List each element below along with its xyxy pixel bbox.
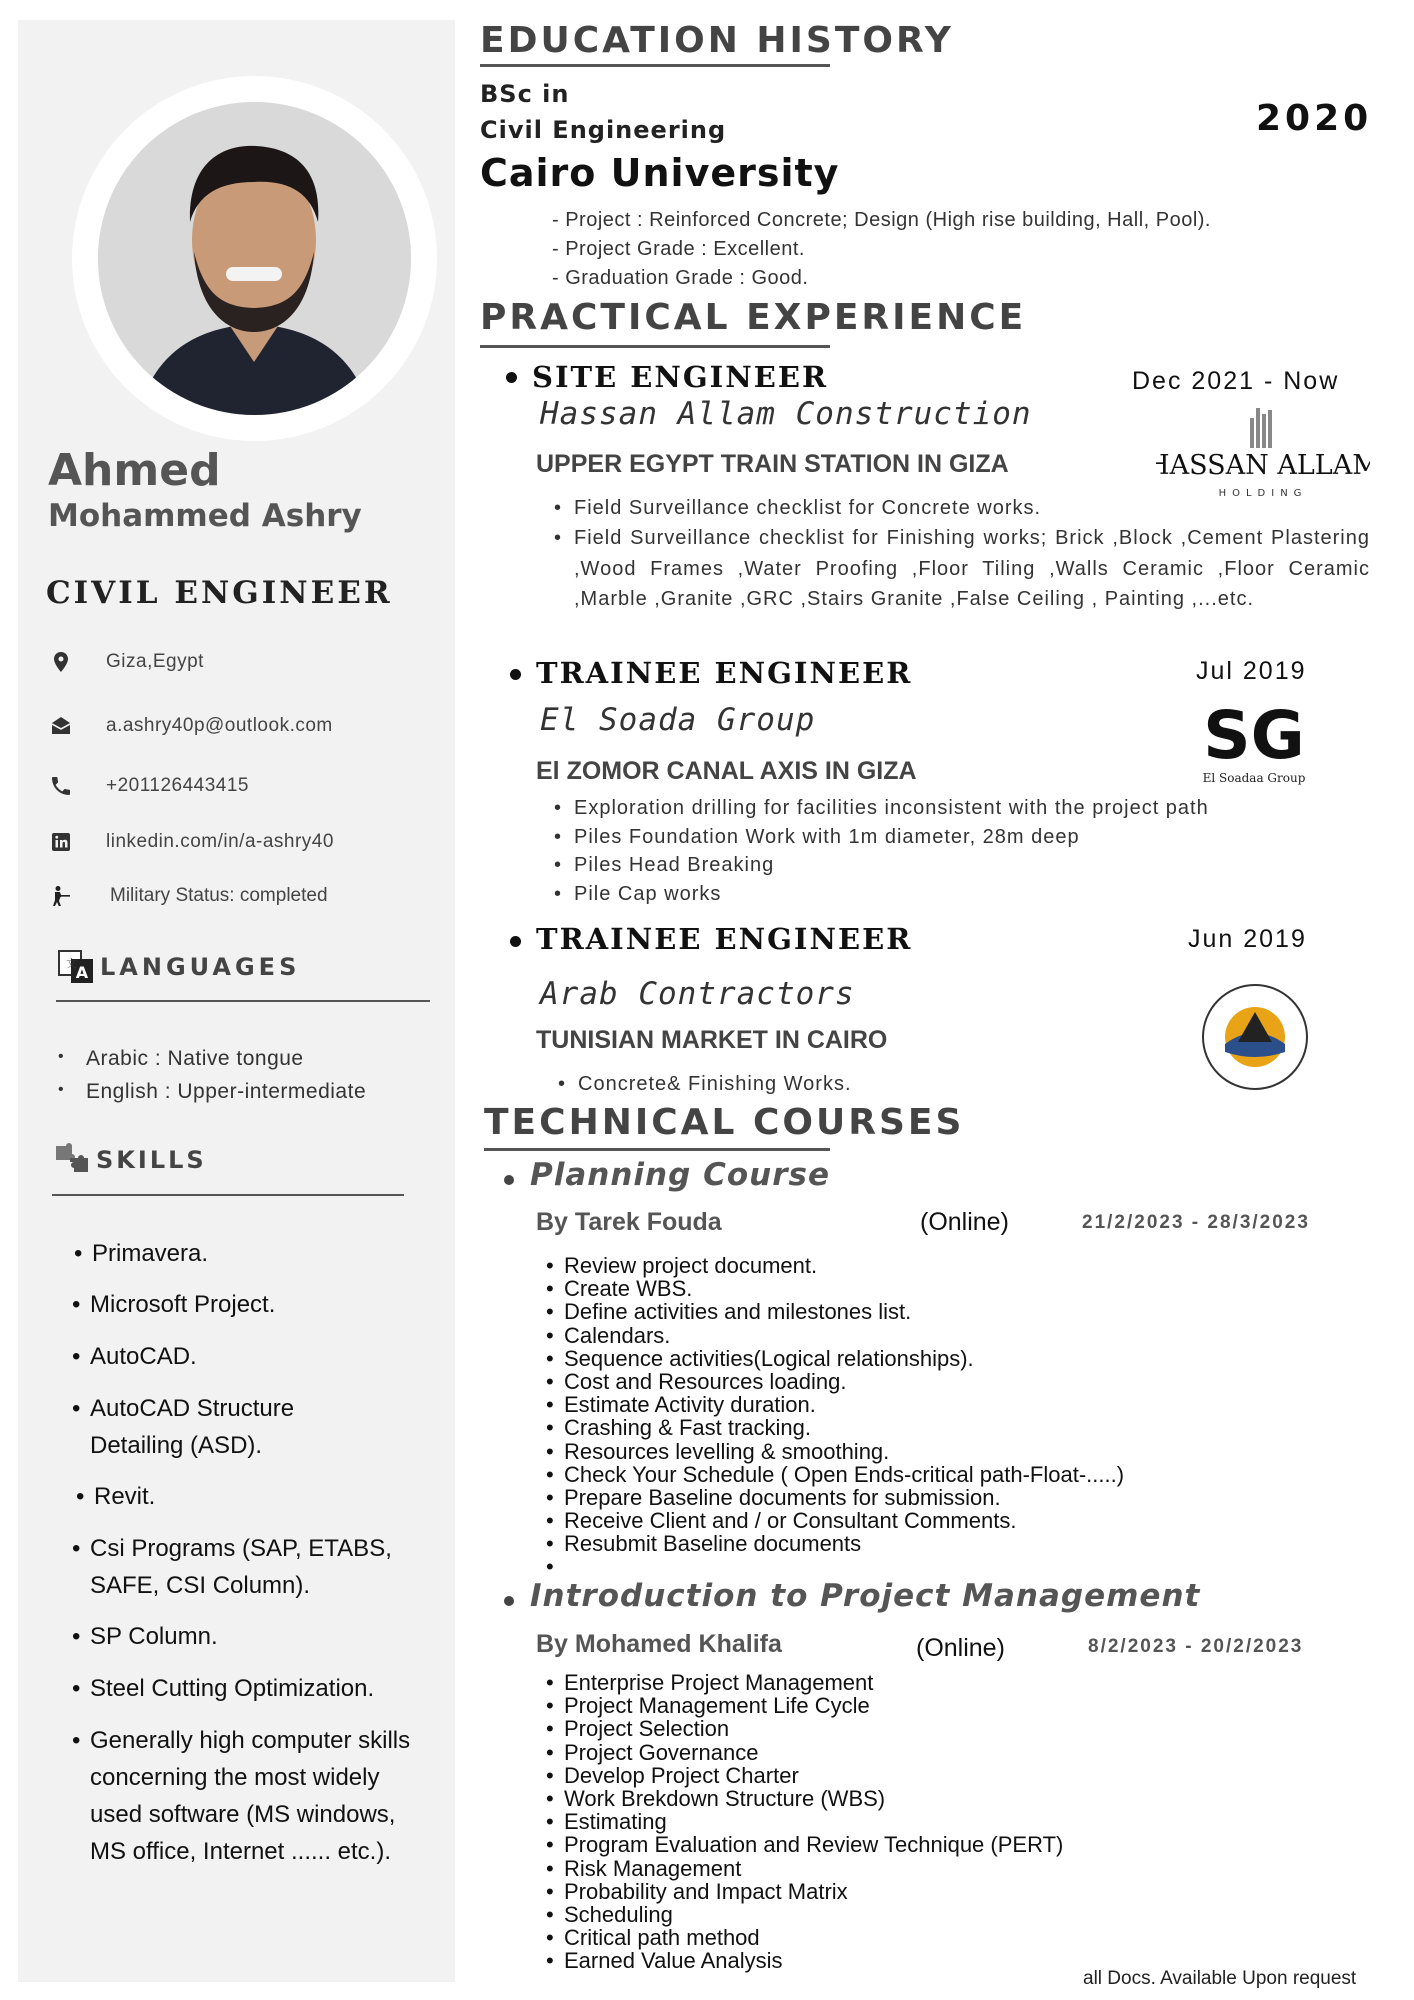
course-topics	[546, 1671, 1063, 1972]
skill-item: • AutoCAD.	[72, 1338, 442, 1375]
hassan-allam-logo	[1156, 408, 1370, 500]
languages-heading-text: LANGUAGES	[100, 953, 301, 981]
name-first: Ahmed	[48, 445, 221, 496]
job-tasks	[558, 1070, 852, 1098]
language-item: • Arabic : Native tongue	[58, 1047, 366, 1080]
course-topic: • Work Brekdown Structure (WBS)	[546, 1787, 1063, 1810]
courses-heading: TECHNICAL COURSES	[484, 1102, 965, 1143]
course-topic: • Project Governance	[546, 1741, 1063, 1764]
skill-item: • Csi Programs (SAP, ETABS, SAFE, CSI Column).	[72, 1530, 447, 1604]
course-topic: • Risk Management	[546, 1857, 1063, 1880]
job-title: CIVIL ENGINEER	[46, 575, 393, 611]
course-mode: (Online)	[916, 1634, 1005, 1662]
location-text: Giza,Egypt	[106, 651, 204, 672]
job-role: TRAINEE ENGINEER	[536, 656, 913, 690]
arab-contractors-logo	[1200, 982, 1310, 1092]
course-topic: • Crashing & Fast tracking.	[546, 1416, 1124, 1439]
course-mode: (Online)	[920, 1208, 1009, 1236]
el-soada-logo	[1196, 700, 1316, 790]
profile-photo	[98, 102, 411, 415]
translate-icon	[56, 947, 96, 987]
job-company: Hassan Allam Construction	[540, 396, 1032, 432]
course-topic: • Sequence activities(Logical relationships).	[546, 1347, 1124, 1370]
contact-email	[46, 710, 446, 742]
graduation-year: 2020	[1256, 98, 1373, 139]
skill-item: • SP Column.	[72, 1618, 442, 1655]
job-company: Arab Contractors	[540, 976, 855, 1012]
el-soada-logo-sub: El Soadaa Group	[1202, 771, 1306, 785]
contact-linkedin	[46, 826, 446, 858]
envelope-icon	[46, 711, 76, 741]
job-task: • Piles Foundation Work with 1m diameter, 28m deep	[554, 823, 1209, 852]
skill-item: • Generally high computer skills concerning the most widely used software (MS windows, MS office, Internet ...... etc.).	[72, 1722, 417, 1870]
university: Cairo University	[480, 151, 840, 195]
course-topic: • Prepare Baseline documents for submission.	[546, 1486, 1124, 1509]
skill-item: • Revit.	[76, 1478, 446, 1515]
course-topic: • Resources levelling & smoothing.	[546, 1440, 1124, 1463]
job-bullet	[510, 669, 521, 680]
job-tasks	[554, 794, 1209, 908]
sidebar	[18, 20, 455, 1982]
course-topic: • Develop Project Charter	[546, 1764, 1063, 1787]
experience-divider	[480, 345, 830, 348]
skills-divider	[52, 1194, 404, 1196]
course-topic: • Probability and Impact Matrix	[546, 1880, 1063, 1903]
military-text: Military Status: completed	[110, 885, 328, 906]
course-dates: 8/2/2023 - 20/2/2023	[1088, 1636, 1304, 1657]
course-topic: • Estimate Activity duration.	[546, 1393, 1124, 1416]
soldier-icon	[46, 881, 76, 911]
linkedin-link[interactable]: linkedin.com/in/a-ashry40	[106, 831, 334, 852]
course-topic: • Receive Client and / or Consultant Comments.	[546, 1509, 1124, 1532]
job-date: Jul 2019	[1196, 657, 1307, 685]
course-title: Introduction to Project Management	[530, 1578, 1201, 1614]
course-topic	[546, 1555, 1124, 1578]
education-divider	[480, 64, 830, 67]
course-topic: • Calendars.	[546, 1324, 1124, 1347]
svg-text:文: 文	[66, 957, 77, 970]
courses-divider	[484, 1148, 830, 1151]
job-task: • Exploration drilling for facilities inconsistent with the project path	[554, 794, 1209, 823]
course-dates: 21/2/2023 - 28/3/2023	[1082, 1212, 1310, 1233]
job-tasks	[554, 493, 1370, 615]
course-topic: • Define activities and milestones list.	[546, 1300, 1124, 1323]
education-heading: EDUCATION HISTORY	[480, 20, 954, 61]
education-note: - Graduation Grade : Good.	[552, 267, 809, 289]
course-topic: • Scheduling	[546, 1903, 1063, 1926]
svg-text:A: A	[75, 963, 89, 982]
languages-list	[58, 1047, 366, 1113]
job-role: SITE ENGINEER	[532, 360, 829, 394]
course-topic: • Critical path method	[546, 1926, 1063, 1949]
education-note: - Project Grade : Excellent.	[552, 238, 805, 260]
linkedin-icon	[46, 827, 76, 857]
el-soada-logo-text: SG	[1203, 700, 1305, 774]
location-pin-icon	[46, 647, 76, 677]
course-topic: • Review project document.	[546, 1254, 1124, 1277]
phone-icon	[46, 771, 76, 801]
contact-phone	[46, 770, 446, 802]
languages-heading	[56, 947, 300, 987]
footer-note: all Docs. Available Upon request	[1083, 1968, 1357, 1989]
contact-location	[46, 646, 446, 678]
language-item: • English : Upper-intermediate	[58, 1080, 366, 1113]
course-topics	[546, 1254, 1124, 1579]
course-topic: • Cost and Resources loading.	[546, 1370, 1124, 1393]
course-instructor: By Mohamed Khalifa	[536, 1630, 782, 1658]
course-instructor: By Tarek Fouda	[536, 1208, 722, 1236]
job-bullet	[510, 936, 521, 947]
job-project: El ZOMOR CANAL AXIS IN GIZA	[536, 757, 917, 785]
job-task: • Field Surveillance checklist for Concrete works.	[554, 493, 1370, 523]
education-note: - Project : Reinforced Concrete; Design (High rise building, Hall, Pool).	[552, 209, 1211, 231]
email-link[interactable]: a.ashry40p@outlook.com	[106, 715, 333, 736]
course-topic: • Enterprise Project Management	[546, 1671, 1063, 1694]
course-bullet	[504, 1596, 514, 1606]
job-project: UPPER EGYPT TRAIN STATION IN GIZA	[536, 450, 1009, 478]
skills-heading	[52, 1140, 207, 1180]
job-bullet	[506, 372, 517, 383]
job-task: • Pile Cap works	[554, 880, 1209, 909]
job-task: • Field Surveillance checklist for Finishing works; Brick ,Block ,Cement Plastering ,Wood Frames ,Water Proofing ,Floor Tiling ,Walls Ceramic ,Floor Ceramic ,Marble ,Granite ,GRC ,Stairs Granite ,False Ceiling , Painting ,...etc.	[554, 523, 1370, 615]
degree	[480, 76, 726, 148]
job-company: El Soada Group	[540, 702, 816, 738]
job-task: • Concrete& Finishing Works.	[558, 1070, 852, 1098]
skill-item: • Primavera.	[74, 1235, 444, 1272]
course-topic: • Create WBS.	[546, 1277, 1124, 1300]
phone-text: +201126443415	[106, 775, 249, 796]
education-notes	[552, 206, 1211, 293]
contact-military	[46, 880, 446, 912]
course-topic: • Check Your Schedule ( Open Ends-critical path-Float-.....)	[546, 1463, 1124, 1486]
hassan-allam-logo-sub: HOLDING	[1218, 488, 1308, 499]
course-topic: • Estimating	[546, 1810, 1063, 1833]
course-topic: • Earned Value Analysis	[546, 1949, 1063, 1972]
languages-divider	[56, 1000, 430, 1002]
degree-line-2: Civil Engineering	[480, 116, 727, 144]
job-project: TUNISIAN MARKET IN CAIRO	[536, 1026, 888, 1054]
course-topic: • Program Evaluation and Review Technique (PERT)	[546, 1833, 1063, 1856]
course-bullet	[504, 1175, 514, 1185]
course-topic: • Project Selection	[546, 1717, 1063, 1740]
course-topic: • Resubmit Baseline documents	[546, 1532, 1124, 1555]
skill-item: • Steel Cutting Optimization.	[72, 1670, 442, 1707]
skill-item: • AutoCAD Structure Detailing (ASD).	[72, 1390, 372, 1464]
skill-item: • Microsoft Project.	[72, 1286, 442, 1323]
degree-line-1: BSc in	[480, 80, 570, 108]
profile-photo-frame	[72, 76, 437, 441]
course-title: Planning Course	[530, 1157, 830, 1193]
puzzle-icon	[52, 1140, 92, 1180]
job-role: TRAINEE ENGINEER	[536, 922, 913, 956]
job-date: Dec 2021 - Now	[1132, 367, 1340, 395]
job-date: Jun 2019	[1188, 925, 1307, 953]
job-task: • Piles Head Breaking	[554, 851, 1209, 880]
skills-heading-text: SKILLS	[96, 1146, 207, 1174]
hassan-allam-logo-text: HASSAN ALLAM	[1156, 450, 1370, 481]
course-topic: • Project Management Life Cycle	[546, 1694, 1063, 1717]
experience-heading: PRACTICAL EXPERIENCE	[480, 297, 1027, 338]
name-last: Mohammed Ashry	[48, 498, 362, 534]
